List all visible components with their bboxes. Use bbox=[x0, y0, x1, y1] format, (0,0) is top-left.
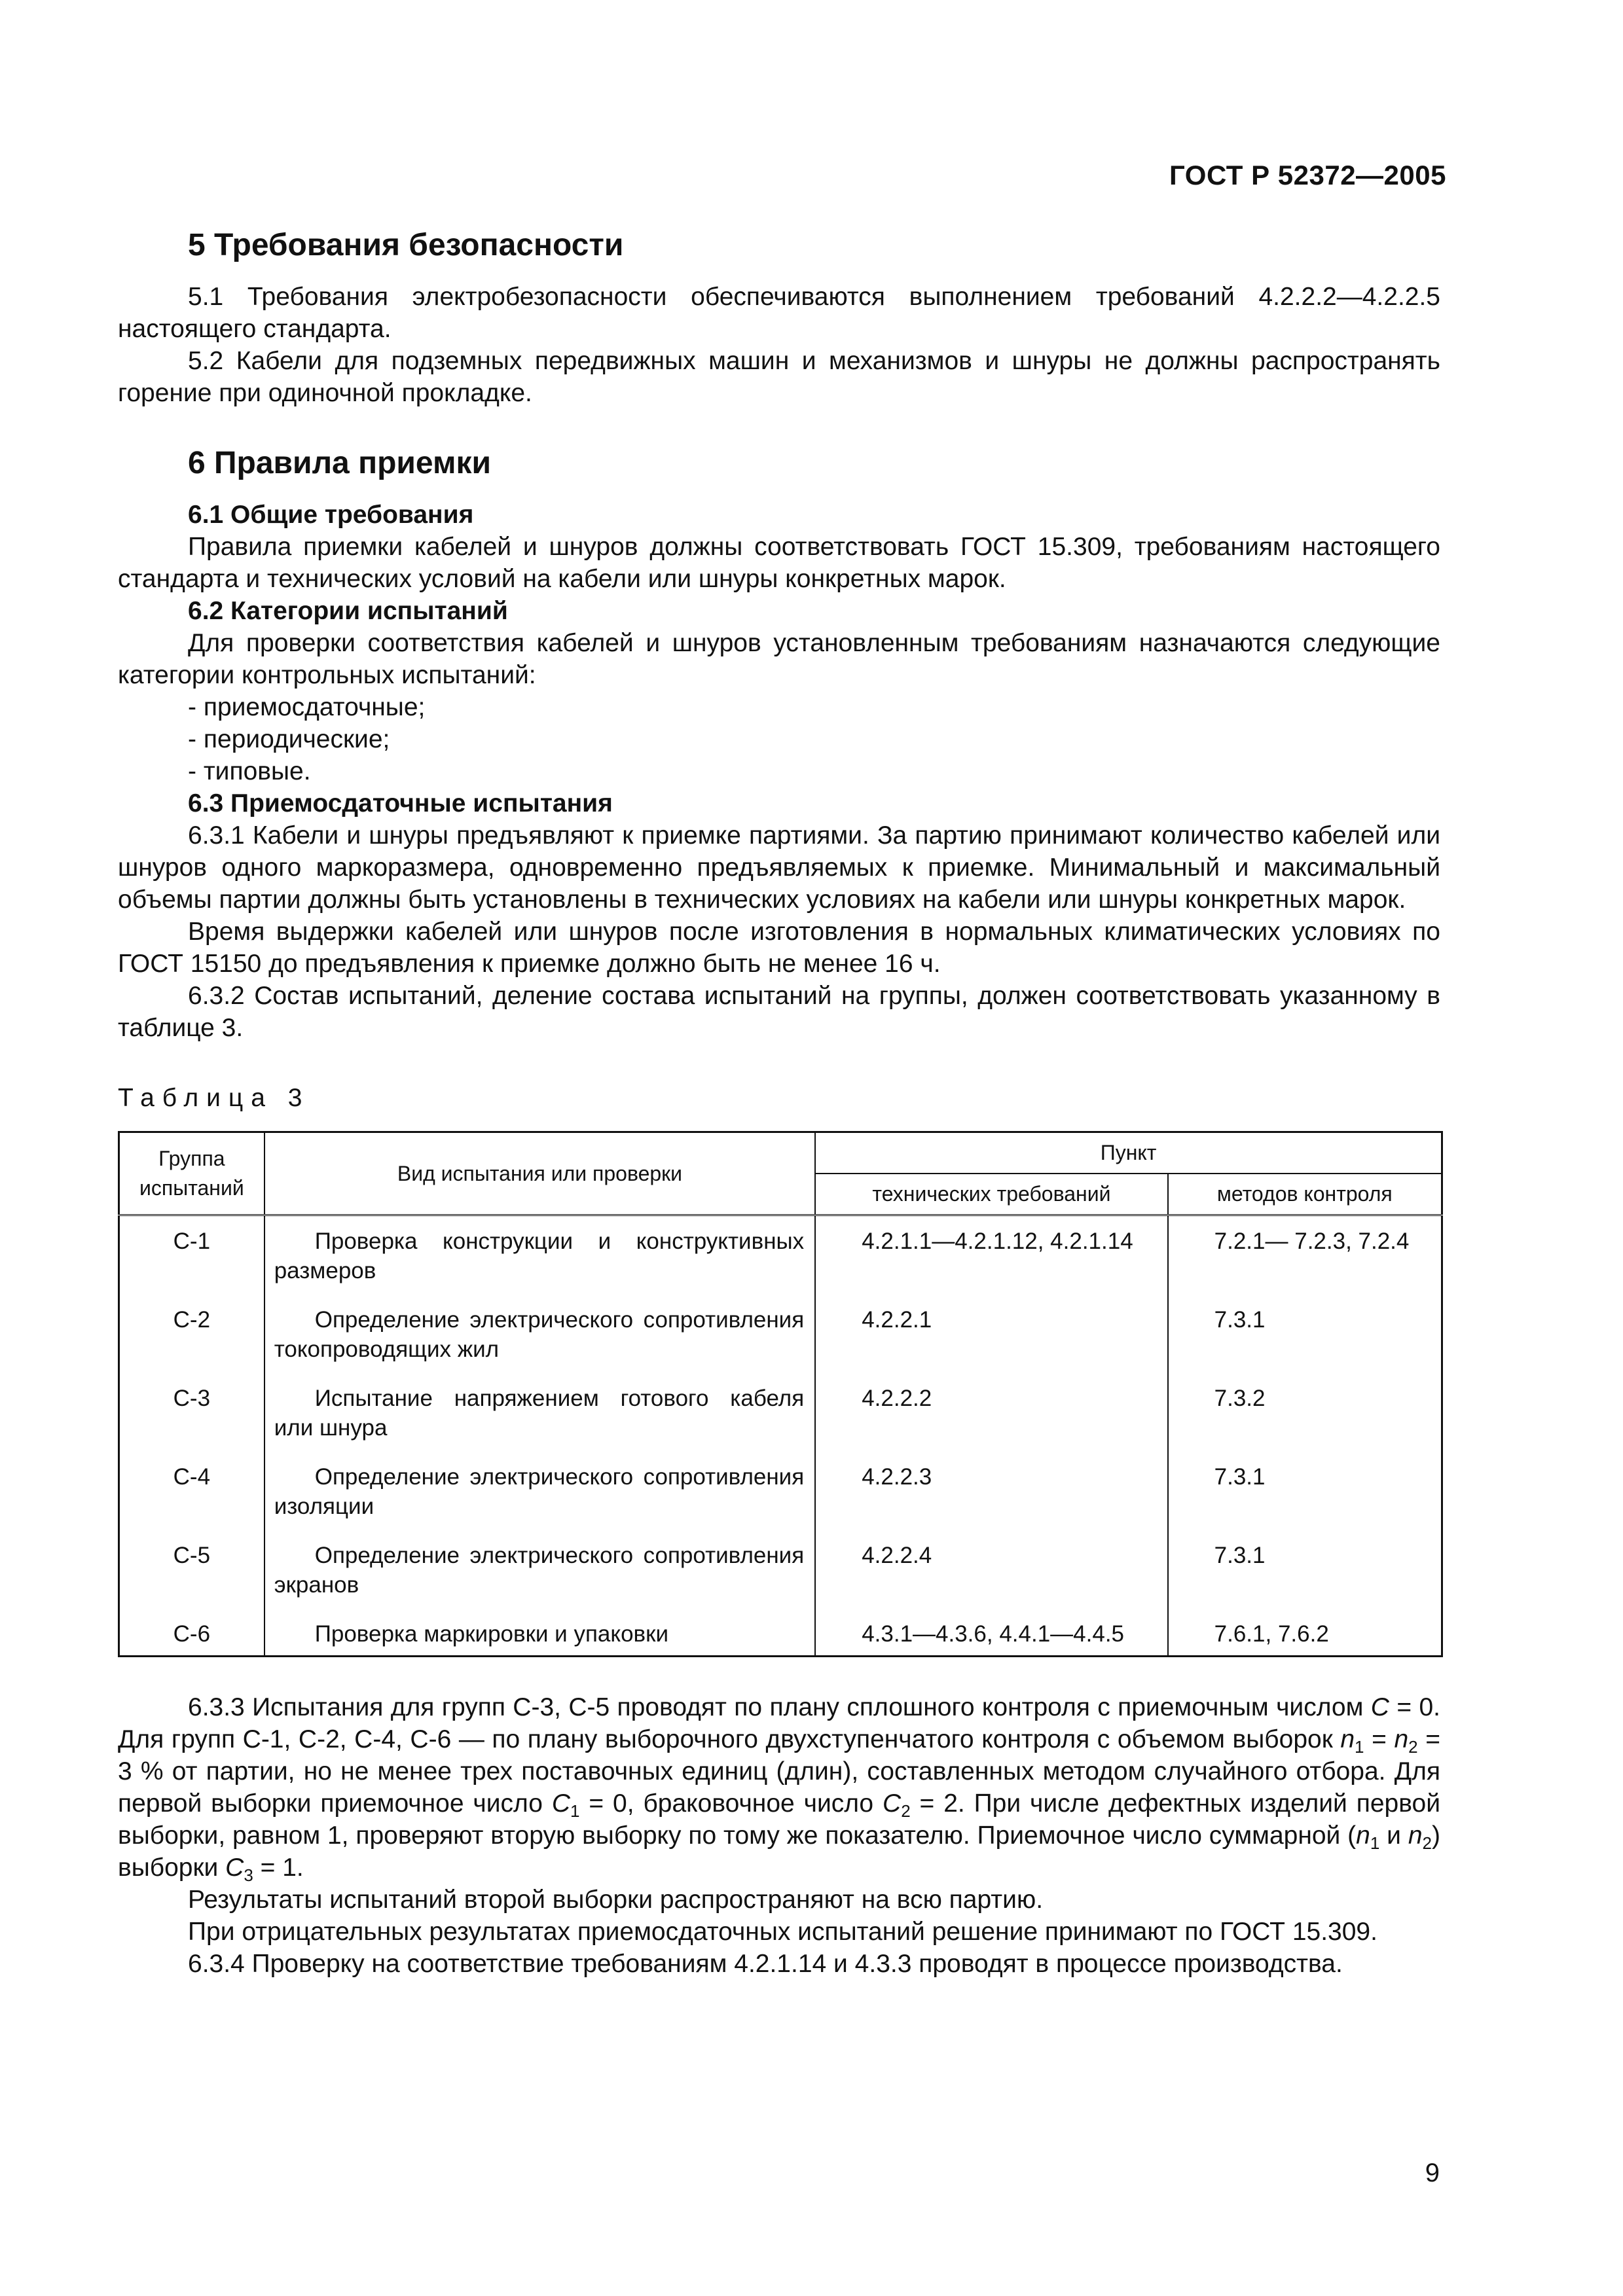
table-row bbox=[119, 1384, 1442, 1462]
header-clause: Пункт bbox=[815, 1132, 1442, 1174]
cell-test-name: Испытание напряжением готового кабеля или шнура bbox=[264, 1384, 815, 1462]
header-group: Группа испытаний bbox=[119, 1132, 264, 1215]
table-row bbox=[119, 1541, 1442, 1619]
cell-group: С-6 bbox=[119, 1619, 264, 1657]
clause-6-3-1-holding-time: Время выдержки кабелей или шнуров после изготовления в нормальных климатических условиях по ГОСТ 15150 до предъявления к приемке должно быть не менее 16 ч. bbox=[118, 918, 1440, 978]
table-caption: Таблица 3 bbox=[118, 1084, 310, 1112]
clause-5-1: 5.1 Требования электробезопасности обеспечиваются выполнением требований 4.2.2.2—4.2.2.5 настоящего стандарта. bbox=[118, 283, 1440, 343]
table-row bbox=[119, 1619, 1442, 1657]
cell-test-name: Проверка маркировки и упаковки bbox=[264, 1619, 815, 1657]
cell-group: С-1 bbox=[119, 1215, 264, 1306]
table-row bbox=[119, 1305, 1442, 1384]
document-code: ГОСТ Р 52372—2005 bbox=[1169, 160, 1446, 190]
table-row bbox=[119, 1215, 1442, 1306]
cell-group: С-5 bbox=[119, 1541, 264, 1619]
clause-6-3-2: 6.3.2 Состав испытаний, деление состава испытаний на группы, должен соответствовать указанному в таблице 3. bbox=[118, 982, 1440, 1042]
cell-test-name: Проверка конструкции и конструктивных размеров bbox=[264, 1215, 815, 1306]
clause-6-3-3-second-sample: Результаты испытаний второй выборки распространяют на всю партию. bbox=[188, 1886, 1044, 1914]
cell-tech-clause: 4.2.1.1—4.2.1.12, 4.2.1.14 bbox=[815, 1215, 1167, 1306]
cell-test-name: Определение электрического сопротивления изоляции bbox=[264, 1462, 815, 1541]
page-number: 9 bbox=[1425, 2159, 1440, 2187]
clause-6-3-heading: 6.3 Приемосдаточные испытания bbox=[188, 789, 613, 817]
cell-tech-clause: 4.2.2.4 bbox=[815, 1541, 1167, 1619]
cell-tech-clause: 4.3.1—4.3.6, 4.4.1—4.4.5 bbox=[815, 1619, 1167, 1657]
cell-method-clause: 7.3.2 bbox=[1168, 1384, 1442, 1462]
clause-6-2-heading: 6.2 Категории испытаний bbox=[188, 597, 508, 625]
cell-group: С-3 bbox=[119, 1384, 264, 1462]
header-test-kind: Вид испытания или проверки bbox=[264, 1132, 815, 1215]
list-item: - типовые. bbox=[188, 757, 311, 785]
clause-6-3-1: 6.3.1 Кабели и шнуры предъявляют к приемке партиями. За партию принимают количество кабелей или шнуров одного маркоразмера, одновременно предъявляемых к приемке. Минимальный и максимальный объемы партии должны быть установлены в технических условиях на кабели или шнуры конкретных марок. bbox=[118, 821, 1440, 914]
clause-6-1-text: Правила приемки кабелей и шнуров должны соответствовать ГОСТ 15.309, требованиям настоящего стандарта и технических условий на кабели или шнуры конкретных марок. bbox=[118, 533, 1440, 593]
section-6-heading: 6 Правила приемки bbox=[188, 446, 492, 480]
list-item: - периодические; bbox=[188, 725, 390, 753]
header-technical-requirements: технических требований bbox=[815, 1174, 1167, 1215]
cell-group: С-2 bbox=[119, 1305, 264, 1384]
test-categories-list bbox=[118, 691, 1440, 787]
cell-group: С-4 bbox=[119, 1462, 264, 1541]
clause-6-3-3-negative-results: При отрицательных результатах приемосдаточных испытаний решение принимают по ГОСТ 15.309. bbox=[188, 1918, 1377, 1946]
cell-method-clause: 7.3.1 bbox=[1168, 1462, 1442, 1541]
clause-6-3-3: 6.3.3 Испытания для групп С-3, С-5 проводят по плану сплошного контроля с приемочным числом C = 0. Для групп С-1, С-2, С-4, С-6 — по плану выборочного двухступенчатого контроля с объемом выборок $n_1 = n_2 = 3$ % от партии, но не менее трех поставочных единиц (длин), составленных методом случайного отбора. Для первой выборки приемочное число $C_1 = 0$, браковочное число $C_2 = 2$. При числе дефектных изделий первой выборки, равном 1, проверяют вторую выборку по тому же показателю. Приемочное число суммарной ($n_1$ и $n_2$) выборки $C_3 = 1$. bbox=[118, 1693, 1440, 1885]
tests-table bbox=[118, 1131, 1443, 1657]
page-content bbox=[118, 229, 1440, 1980]
cell-tech-clause: 4.2.2.3 bbox=[815, 1462, 1167, 1541]
clause-6-2-text: Для проверки соответствия кабелей и шнуров установленным требованиям назначаются следующие категории контрольных испытаний: bbox=[118, 629, 1440, 689]
clause-5-2: 5.2 Кабели для подземных передвижных машин и механизмов и шнуры не должны распространять горение при одиночной прокладке. bbox=[118, 347, 1440, 407]
cell-test-name: Определение электрического сопротивления экранов bbox=[264, 1541, 815, 1619]
cell-tech-clause: 4.2.2.1 bbox=[815, 1305, 1167, 1384]
table-row bbox=[119, 1462, 1442, 1541]
cell-method-clause: 7.6.1, 7.6.2 bbox=[1168, 1619, 1442, 1657]
list-item: - приемосдаточные; bbox=[188, 693, 426, 721]
header-control-methods: методов контроля bbox=[1168, 1174, 1442, 1215]
clause-6-1-heading: 6.1 Общие требования bbox=[188, 501, 474, 529]
cell-tech-clause: 4.2.2.2 bbox=[815, 1384, 1167, 1462]
cell-method-clause: 7.2.1— 7.2.3, 7.2.4 bbox=[1168, 1215, 1442, 1306]
cell-method-clause: 7.3.1 bbox=[1168, 1541, 1442, 1619]
clause-6-3-4: 6.3.4 Проверку на соответствие требованиям 4.2.1.14 и 4.3.3 проводят в процессе производства. bbox=[188, 1950, 1343, 1978]
section-5-heading: 5 Требования безопасности bbox=[188, 228, 624, 262]
cell-method-clause: 7.3.1 bbox=[1168, 1305, 1442, 1384]
cell-test-name: Определение электрического сопротивления токопроводящих жил bbox=[264, 1305, 815, 1384]
